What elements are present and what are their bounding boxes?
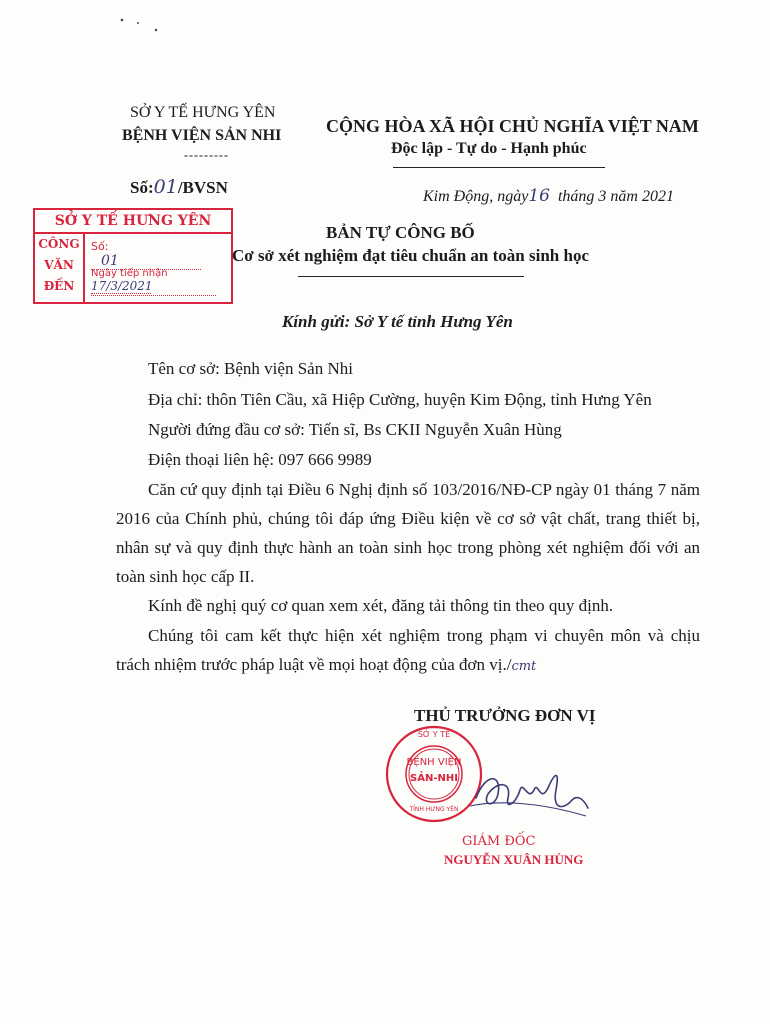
signer-name: NGUYỄN XUÂN HÙNG [444, 852, 584, 867]
motto-underline [393, 167, 605, 168]
paragraph-commitment: Chúng tôi cam kết thực hiện xét nghiệm trong phạm vi chuyên môn và chịu trách nhiệm trước pháp luật về mọi hoạt động của đơn vị./cmt [116, 626, 700, 674]
seal-bottom-text: TỈNH HƯNG YÊN [409, 806, 459, 813]
initials-handwritten: cmt [511, 659, 537, 674]
document-title: BẢN TỰ CÔNG BỐ [326, 223, 475, 242]
header-right-country: CỘNG HÒA XÃ HỘI CHỦ NGHĨA VIỆT NAM [326, 116, 699, 136]
received-stamp [33, 208, 233, 304]
facility-head: Người đứng đầu cơ sở: Tiến sĩ, Bs CKII Nguyễn Xuân Hùng [148, 420, 562, 439]
header-left-hospital: BỆNH VIỆN SẢN NHI [122, 127, 282, 144]
received-stamp-date-row [91, 268, 226, 294]
paragraph-request: Kính đề nghị quý cơ quan xem xét, đăng tải thông tin theo quy định. [148, 596, 614, 615]
facility-phone: Điện thoại liên hệ: 097 666 9989 [148, 450, 372, 469]
header-left-agency: SỞ Y TẾ HƯNG YÊN [130, 104, 276, 121]
date-handwritten-day: 16 [528, 186, 550, 206]
doc-number-suffix: /BVSN [177, 178, 228, 197]
seal-top-text: SỞ Y TẾ [417, 730, 451, 739]
header-right-motto: Độc lập - Tự do - Hạnh phúc [391, 140, 587, 157]
doc-number-prefix: Số: [130, 178, 154, 197]
received-stamp-number-value: 01 [91, 253, 201, 270]
received-stamp-number-row [91, 240, 221, 270]
received-stamp-left-col [35, 234, 85, 302]
facility-name: Tên cơ sở: Bệnh viện Sản Nhi [148, 359, 353, 378]
received-stamp-den: ĐẾN [43, 279, 75, 293]
date-part1: Kim Động, ngày [423, 188, 529, 205]
received-stamp-van: VĂN [44, 258, 74, 272]
header-left-rule: --------- [184, 148, 229, 162]
signature-heading: THỦ TRƯỞNG ĐƠN VỊ [414, 706, 596, 725]
doc-number-handwritten: 01 [153, 176, 178, 198]
date-line [423, 186, 674, 206]
doc-number [130, 176, 228, 198]
received-stamp-date-label: Ngày tiếp nhận [91, 268, 168, 279]
recipient: Kính gửi: Sở Y tế tỉnh Hưng Yên [282, 312, 513, 331]
received-stamp-cong: CÔNG [38, 237, 80, 251]
received-stamp-number-label: Số: [91, 240, 109, 253]
seal-middle2: SẢN-NHI [410, 773, 458, 784]
facility-address: Địa chỉ: thôn Tiên Cầu, xã Hiệp Cường, huyện Kim Động, tỉnh Hưng Yên [148, 390, 652, 409]
title-underline [298, 276, 524, 277]
document-subtitle: Cơ sở xét nghiệm đạt tiêu chuẩn an toàn sinh học [232, 246, 589, 265]
seal-middle1: BỆNH VIỆN [406, 757, 462, 768]
paragraph-legal-basis: Căn cứ quy định tại Điều 6 Nghị định số 103/2016/NĐ-CP ngày 01 tháng 7 năm 2016 của Chính phủ, chúng tôi đáp ứng Điều kiện về cơ sở vật chất, trang thiết bị, nhân sự và quy định thực hành an toàn sinh học trong phòng xét nghiệm đối với an toàn sinh học cấp II. [116, 480, 700, 586]
received-stamp-date-value: 17/3/2021 [91, 279, 153, 293]
received-stamp-title: SỞ Y TẾ HƯNG YÊN [35, 210, 231, 234]
signer-position: GIÁM ĐỐC [462, 834, 536, 849]
date-part2: tháng 3 năm 2021 [557, 188, 674, 205]
received-stamp-blank-line [91, 294, 216, 296]
